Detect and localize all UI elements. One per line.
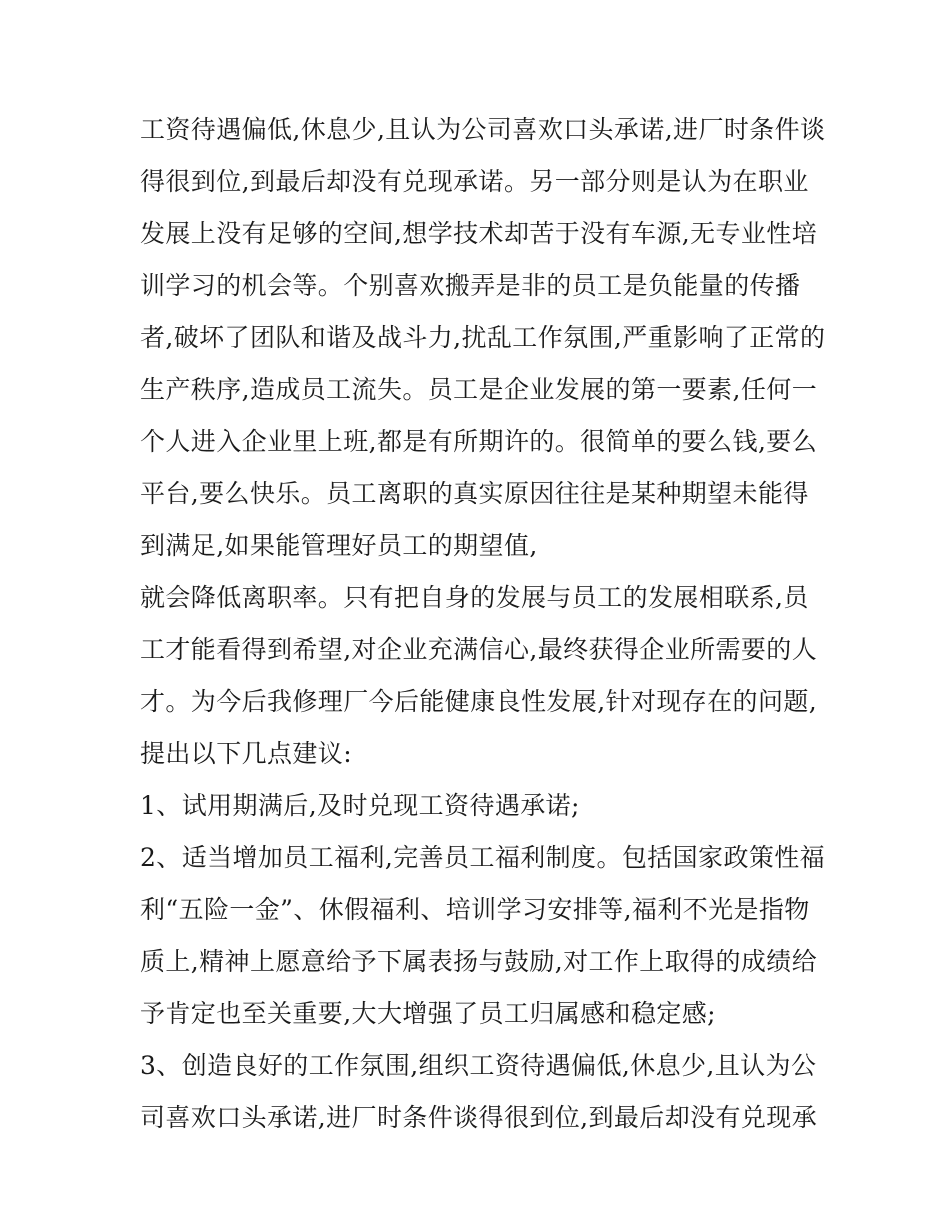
text-line: 工才能看得到希望,对企业充满信心,最终获得企业所需要的人 [140, 635, 818, 664]
text-line: 质上,精神上愿意给予下属表扬与鼓励,对工作上取得的成绩给 [140, 947, 818, 976]
text-line: 者,破坏了团队和谐及战斗力,扰乱工作氛围,严重影响了正常的 [140, 323, 826, 352]
text-line: 到满足,如果能管理好员工的期望值, [140, 531, 538, 560]
text-line: 工资待遇偏低,休息少,且认为公司喜欢口头承诺,进厂时条件谈 [140, 115, 826, 144]
text-line: 生产秩序,造成员工流失。员工是企业发展的第一要素,任何一 [140, 375, 818, 404]
text-line: 利“五险一金”、休假福利、培训学习安排等,福利不光是指物 [140, 895, 810, 924]
text-line: 就会降低离职率。只有把自身的发展与员工的发展相联系,员 [140, 583, 809, 612]
text-line: 得很到位,到最后却没有兑现承诺。另一部分则是认为在职业 [140, 167, 809, 196]
text-line: 个人进入企业里上班,都是有所期许的。很简单的要么钱,要么 [140, 427, 818, 456]
text-line: 才。为今后我修理厂今后能健康良性发展,针对现存在的问题, [140, 687, 818, 716]
text-line: 予肯定也至关重要,大大增强了员工归属感和稳定感; [140, 999, 716, 1028]
text-line: 提出以下几点建议: [140, 739, 353, 768]
text-line: 发展上没有足够的空间,想学技术却苦于没有车源,无专业性培 [140, 219, 818, 248]
text-line: 训学习的机会等。个别喜欢搬弄是非的员工是负能量的传播 [140, 271, 801, 300]
list-item: 2、适当增加员工福利,完善员工福利制度。包括国家政策性福 [140, 843, 826, 872]
text-line: 司喜欢口头承诺,进厂时条件谈得很到位,到最后却没有兑现承 [140, 1103, 818, 1132]
text-line: 平台,要么快乐。员工离职的真实原因往往是某种期望未能得 [140, 479, 809, 508]
list-item: 1、试用期满后,及时兑现工资待遇承诺; [140, 791, 580, 820]
list-item: 3、创造良好的工作氛围,组织工资待遇偏低,休息少,且认为公 [140, 1051, 817, 1080]
